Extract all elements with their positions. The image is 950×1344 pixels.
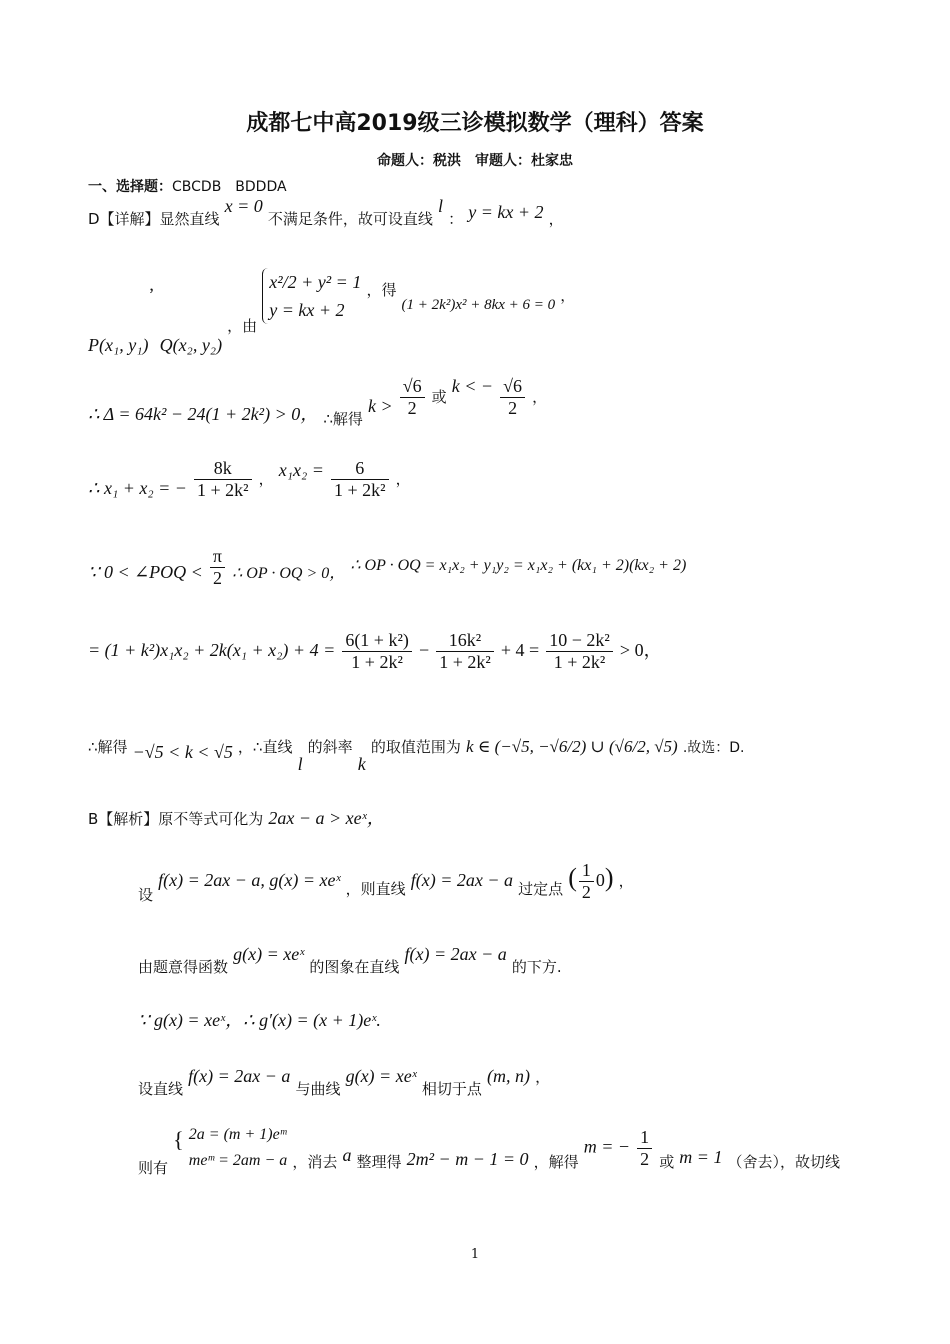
q2-lead: B【解析】原不等式可化为 <box>88 810 264 828</box>
t4a: 设直线 <box>138 1080 184 1098</box>
q1-line-2: P(x₁, y₁)’ Q(x₂, y₂) ，由 x²/2 + y² = 1 y = kx + 2 ，得 (1 + 2k²)x² + 8kx + 6 = 0 ， <box>88 268 575 324</box>
q2-line-3 <box>138 944 562 976</box>
set-b: ，则直线 <box>345 880 406 898</box>
var-a: a <box>342 1144 352 1165</box>
t4c: 相切于点 <box>421 1080 482 1098</box>
system-eq-2: y = kx + 2 <box>269 300 345 320</box>
t2c: 的下方. <box>511 958 562 976</box>
gx-def-2: g(x) = xeˣ <box>345 1066 417 1086</box>
final-d: 的取值范围为 <box>370 738 461 756</box>
section-choice-answers <box>88 176 287 196</box>
range-2: k ∈ (−√5, −√6/2) ∪ (√6/2, √5) <box>465 737 678 756</box>
frac-sqrt6-over-2 <box>400 376 425 419</box>
fx-def-2: f(x) = 2ax − a <box>404 944 507 964</box>
eq-line: y = kx + 2 <box>468 202 544 222</box>
t4b: 与曲线 <box>295 1080 341 1098</box>
gx-def: g(x) = xeˣ <box>233 944 305 964</box>
comma: ， <box>618 872 634 890</box>
plus-4: + 4 = <box>500 640 540 660</box>
gt-zero: > 0， <box>619 640 662 660</box>
frac-den: 2 <box>508 398 518 418</box>
final-c: 的斜率 <box>307 738 353 756</box>
frac-1-2-b <box>637 1127 652 1170</box>
vieta-prod: x₁x₂ = <box>278 460 324 480</box>
comma: ， <box>548 210 564 228</box>
eq-quadratic: (1 + 2k²)x² + 8kx + 6 = 0 <box>401 296 556 313</box>
eq-m: 2m² − m − 1 = 0 <box>406 1148 529 1169</box>
frac-den: 1 + 2k² <box>553 652 606 672</box>
q2-line-5: 设直线 f(x) = 2ax − a 与曲线 g(x) = xeˣ 相切于点 (m, n) ， <box>138 1066 551 1098</box>
angle-cond: ∵ 0 < ∠POQ < <box>88 562 203 582</box>
frac-den: 1 + 2k² <box>351 652 403 672</box>
q1-lead: D【详解】显然直线 <box>88 210 220 228</box>
q2-line-4 <box>138 1006 381 1032</box>
or-text: 或 <box>431 388 447 406</box>
m1: m = − <box>583 1136 630 1157</box>
q1-line-1 <box>88 196 564 229</box>
frac-den: 1 + 2k² <box>333 480 386 500</box>
frac-den: 2 <box>581 882 591 902</box>
q1-de: ，得 <box>366 280 397 299</box>
frac-num: √6 <box>400 376 425 398</box>
system-eq-2: meᵐ = 2am − a <box>188 1152 288 1169</box>
vieta-sum: ∴ x₁ + x₂ = − <box>88 478 187 498</box>
system-eq-1: 2a = (m + 1)eᵐ <box>188 1126 287 1143</box>
q2-inequality: 2ax − a > xeˣ， <box>268 808 385 828</box>
frac-den: 2 <box>407 398 417 418</box>
system-eq-1: x²/2 + y² = 1 <box>269 272 362 292</box>
t5c: 整理得 <box>356 1152 402 1171</box>
frac-10 <box>546 630 613 673</box>
q1-line-6 <box>88 630 662 673</box>
frac-den: 2 <box>640 1148 650 1169</box>
section-label: 一、选择题： <box>88 179 172 195</box>
slope-k: k <box>357 754 366 774</box>
fx-def: f(x) = 2ax − a <box>410 870 514 890</box>
t5a: 则有 <box>138 1158 169 1177</box>
frac-16k <box>436 630 494 673</box>
m2: m = 1 <box>679 1146 723 1167</box>
t5e: （舍去），故切线 <box>727 1152 841 1171</box>
frac-den: 2 <box>212 568 222 588</box>
colon: ： <box>448 210 464 228</box>
q1-line-4: ∴ x₁ + x₂ = − $\frac{8k}{\text{1 + 2k²}}$ ， x₁x₂ = $\frac{6}{\text{1 + 2k²}}$ ， <box>88 458 411 500</box>
frac-num: 1 <box>579 860 594 882</box>
paren-right: ) <box>604 863 614 892</box>
fx-def-3: f(x) = 2ax − a <box>188 1066 291 1086</box>
t2a: 由题意得函数 <box>138 958 229 976</box>
q1-line-5 <box>88 546 686 589</box>
range-1: −√5 < k < √5 <box>132 742 233 762</box>
frac-6-1k2 <box>342 630 412 673</box>
q2-line-2 <box>138 860 634 903</box>
paren-left: ( <box>568 863 577 892</box>
frac-1-2 <box>579 860 594 903</box>
page-number: 1 <box>470 1247 480 1262</box>
point-mn: (m, n) <box>486 1066 530 1086</box>
brace: { <box>173 1126 184 1152</box>
k-lt: k < − <box>451 376 494 396</box>
system-tangent <box>189 1122 287 1174</box>
point-q: Q(x₂, y₂) <box>159 334 223 355</box>
dot-expand: ∴ OP · OQ = x₁x₂ + y₁y₂ = x₁x₂ + (kx₁ + 2)(kx₂ + 2) <box>350 557 687 574</box>
choice-answers: CBCDB BDDDA <box>172 179 287 195</box>
page-title: 成都七中高2019级三诊模拟数学（理科）答案 <box>246 111 704 136</box>
frac-num: √6 <box>500 376 525 398</box>
final-b: ，∴直线 <box>237 738 293 756</box>
frac-pi-2 <box>210 546 225 589</box>
line-l: l <box>438 196 444 216</box>
frac-num: 10 − 2k² <box>546 630 613 652</box>
final-a: ∴解得 <box>88 738 128 756</box>
frac-num: 6 <box>331 458 389 480</box>
frac-sqrt6-over-2-b <box>500 376 525 419</box>
q2-line-1 <box>88 804 385 830</box>
minus: − <box>418 640 430 660</box>
q1-you: ，由 <box>227 316 258 335</box>
t5b: ，消去 <box>292 1152 338 1171</box>
q1-text-1: 不满足条件，故可设直线 <box>267 210 433 228</box>
frac-num: π <box>210 546 225 568</box>
q1-line-7 <box>88 730 745 774</box>
line-l-2: l <box>297 754 303 774</box>
k-gt: k > <box>367 396 393 416</box>
frac-num: 8k <box>194 458 252 480</box>
frac-num: 1 <box>637 1127 652 1149</box>
frac-den: 1 + 2k² <box>196 480 249 500</box>
t2b: 的图象在直线 <box>309 958 400 976</box>
zero: 0 <box>595 870 605 890</box>
eq-x-zero: x = 0 <box>224 196 263 216</box>
frac-num: 6(1 + k²) <box>342 630 412 652</box>
dot-positive: ∴ OP · OQ > 0， <box>232 565 346 582</box>
system-of-equations <box>262 268 361 324</box>
frac-den: 1 + 2k² <box>439 652 491 672</box>
frac-8k <box>194 458 252 501</box>
fg-def: f(x) = 2ax − a, g(x) = xeˣ <box>158 870 341 890</box>
point-p: P(x₁, y₁) <box>88 334 149 355</box>
authors-line: 命题人：税洪 审题人：杜家忠 <box>377 153 573 169</box>
expand-line: = (1 + k²)x₁x₂ + 2k(x₁ + x₂) + 4 = <box>88 640 336 660</box>
t5d: ，解得 <box>533 1152 579 1171</box>
derivative-line: ∵ g(x) = xeˣ，∴ g′(x) = (x + 1)eˣ. <box>138 1010 381 1030</box>
q2-line-6 <box>138 1122 841 1177</box>
q1-line-3: ∴ Δ = 64k² − 24(1 + 2k²) > 0， ∴解得 k > $\frac{√6}{2}$ 或 k < − $\frac{√6}{2}$ ， <box>88 376 548 428</box>
eq-discriminant: ∴ Δ = 64k² − 24(1 + 2k²) > 0， <box>88 404 319 424</box>
q1-solve: ∴解得 <box>323 410 363 428</box>
set-c: 过定点 <box>518 880 564 898</box>
choose-d: .故选：D. <box>682 740 745 756</box>
or-text-2: 或 <box>659 1152 675 1171</box>
set-a: 设 <box>138 886 154 904</box>
frac-num: 16k² <box>436 630 494 652</box>
frac-6 <box>331 458 389 501</box>
